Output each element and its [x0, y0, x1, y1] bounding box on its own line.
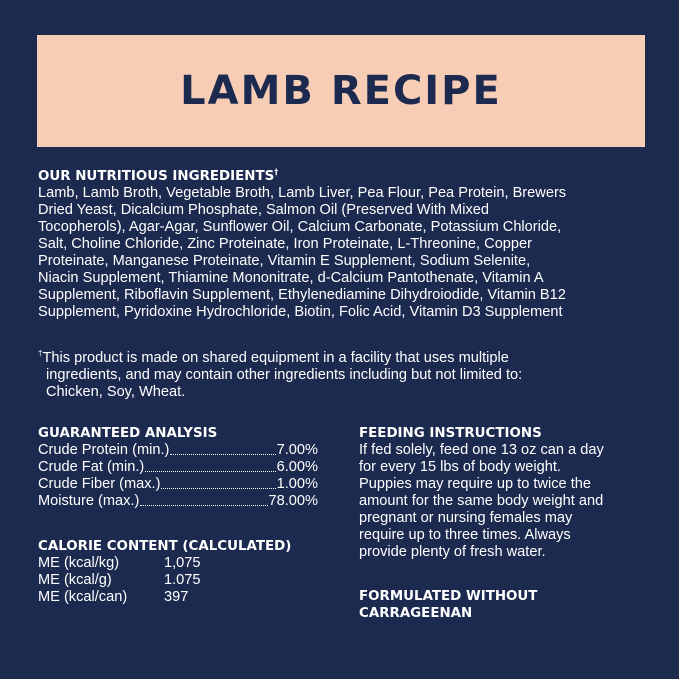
- calorie-value: 397: [164, 589, 189, 605]
- formulated-line: CARRAGEENAN: [359, 606, 473, 621]
- dot-leader: [170, 442, 275, 455]
- ingredients-line: Tocopherols), Agar-Agar, Sunflower Oil, Calcium Carbonate, Potassium Chloride,: [38, 219, 562, 235]
- calorie-content-section: [38, 538, 328, 606]
- analysis-value: 6.00%: [276, 459, 318, 475]
- calorie-label: ME (kcal/kg): [38, 555, 120, 571]
- feeding-line: If fed solely, feed one 13 oz can a day: [359, 442, 604, 458]
- analysis-name: Crude Protein (min.): [38, 442, 170, 458]
- calorie-label: ME (kcal/can): [38, 589, 128, 605]
- disclaimer-line: ingredients, and may contain other ingredients including but not limited to:: [46, 367, 523, 383]
- ingredients-line: Dried Yeast, Dicalcium Phosphate, Salmon Oil (Preserved With Mixed: [38, 202, 489, 218]
- analysis-value: 1.00%: [276, 476, 318, 492]
- analysis-row: [38, 493, 318, 510]
- analysis-row: [38, 442, 318, 459]
- analysis-name: Crude Fiber (max.): [38, 476, 161, 492]
- page-title: LAMB RECIPE: [180, 68, 502, 114]
- formulated-line: FORMULATED WITHOUT: [359, 589, 538, 604]
- dot-leader: [161, 476, 275, 489]
- analysis-table: [38, 442, 318, 510]
- calorie-label: ME (kcal/g): [38, 572, 112, 588]
- calorie-value: 1.075: [164, 572, 201, 588]
- disclaimer-line: [38, 350, 638, 367]
- analysis-name: Crude Fat (min.): [38, 459, 145, 475]
- title-banner: [37, 35, 645, 147]
- disclaimer-line: Chicken, Soy, Wheat.: [46, 384, 186, 400]
- analysis-row: [38, 459, 318, 476]
- calorie-table: [38, 555, 328, 606]
- feeding-line: Puppies may require up to twice the: [359, 476, 592, 492]
- ingredients-line: Niacin Supplement, Thiamine Mononitrate, d-Calcium Pantothenate, Vitamin A: [38, 270, 544, 286]
- disclaimer-mark: †: [38, 349, 43, 359]
- feeding-heading: FEEDING INSTRUCTIONS: [359, 426, 542, 441]
- feeding-line: require up to three times. Always: [359, 527, 571, 543]
- feeding-line: for every 15 lbs of body weight.: [359, 459, 561, 475]
- dot-leader: [140, 493, 267, 506]
- feeding-line: pregnant or nursing females may: [359, 510, 573, 526]
- dot-leader: [145, 459, 275, 472]
- guaranteed-analysis-section: [38, 425, 318, 510]
- feeding-text: [359, 442, 649, 561]
- ingredients-heading-text: OUR NUTRITIOUS INGREDIENTS: [38, 169, 275, 184]
- analysis-name: Moisture (max.): [38, 493, 140, 509]
- ingredients-heading: [38, 168, 648, 185]
- calorie-heading: CALORIE CONTENT (CALCULATED): [38, 539, 292, 554]
- disclaimer: [38, 350, 638, 401]
- ingredients-line: Lamb, Lamb Broth, Vegetable Broth, Lamb Liver, Pea Flour, Pea Protein, Brewers: [38, 185, 567, 201]
- calorie-row: [38, 589, 328, 606]
- analysis-value: 7.00%: [276, 442, 318, 458]
- calorie-row: [38, 555, 328, 572]
- feeding-instructions-section: [359, 425, 649, 561]
- analysis-row: [38, 476, 318, 493]
- ingredients-line: Supplement, Riboflavin Supplement, Ethylenediamine Dihydroiodide, Vitamin B12: [38, 287, 566, 303]
- analysis-value: 78.00%: [268, 493, 318, 509]
- ingredients-heading-mark: †: [274, 167, 279, 177]
- ingredients-line: Supplement, Pyridoxine Hydrochloride, Biotin, Folic Acid, Vitamin D3 Supplement: [38, 304, 563, 320]
- ingredients-line: Proteinate, Manganese Proteinate, Vitamin E Supplement, Sodium Selenite,: [38, 253, 531, 269]
- calorie-value: 1,075: [164, 555, 201, 571]
- disclaimer-line-text: This product is made on shared equipment in a facility that uses multiple: [42, 350, 509, 366]
- feeding-line: amount for the same body weight and: [359, 493, 604, 509]
- analysis-heading: GUARANTEED ANALYSIS: [38, 426, 218, 441]
- ingredients-line: Salt, Choline Chloride, Zinc Proteinate, Iron Proteinate, L-Threonine, Copper: [38, 236, 533, 252]
- formulated-without-note: [359, 588, 649, 622]
- ingredients-section: [38, 168, 648, 321]
- feeding-line: provide plenty of fresh water.: [359, 544, 546, 560]
- ingredients-list: [38, 185, 648, 321]
- calorie-row: [38, 572, 328, 589]
